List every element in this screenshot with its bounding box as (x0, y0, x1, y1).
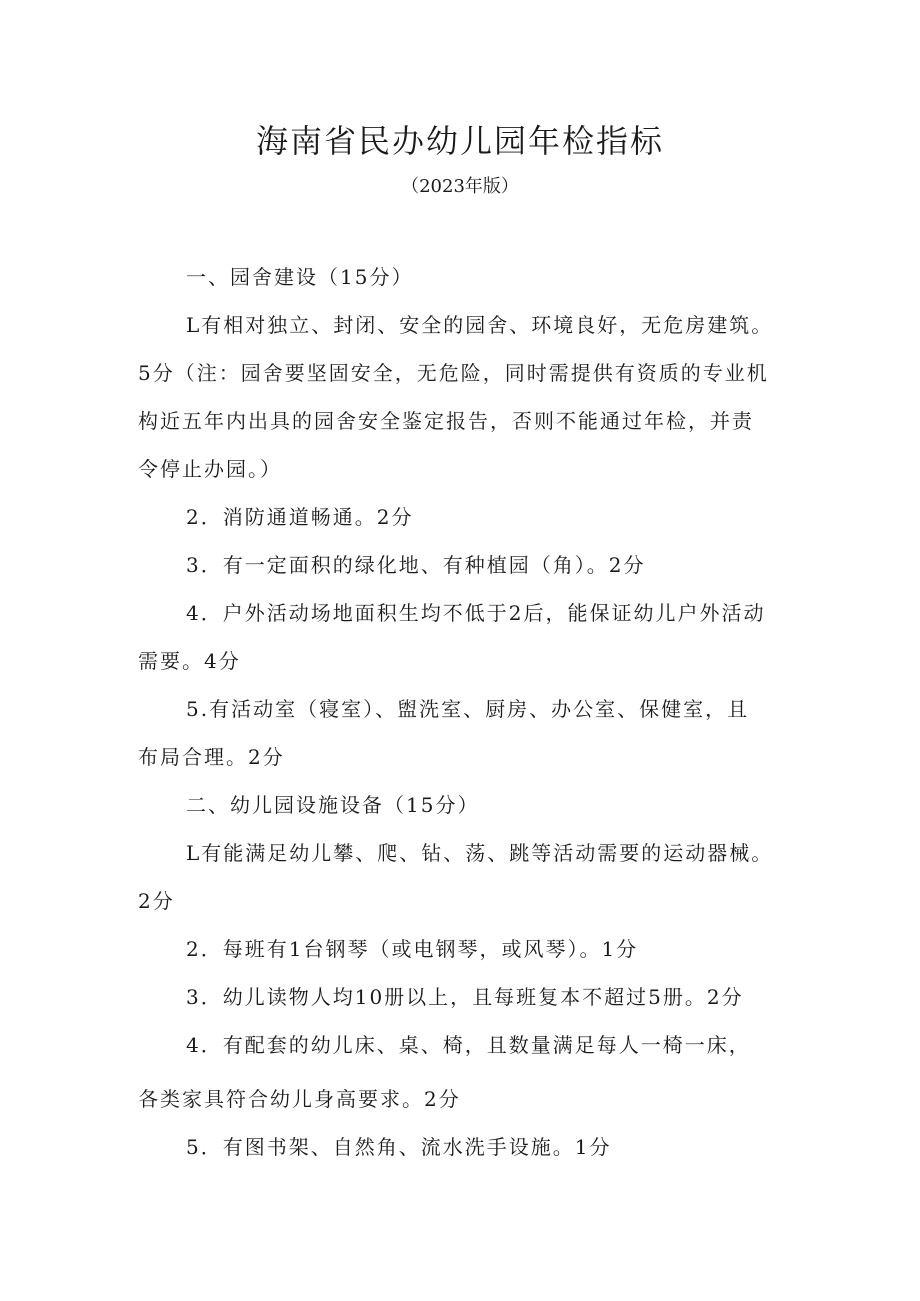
paragraph-line: 3．幼儿读物人均10册以上，且每班复本不超过5册。2分 (186, 985, 744, 1009)
paragraph-line: L有能满足幼儿攀、爬、钻、荡、跳等活动需要的运动器械。 (186, 841, 774, 865)
document-subtitle: （2023年版） (401, 176, 519, 197)
paragraph-line: 构近五年内出具的园舍安全鉴定报告，否则不能通过年检，并责 (138, 409, 754, 433)
paragraph-line: 3．有一定面积的绿化地、有种植园（角）。2分 (186, 553, 646, 577)
paragraph-line: 5.有活动室（寝室）、盥洗室、厨房、办公室、保健室，且 (186, 697, 750, 721)
paragraph-line: 需要。4分 (138, 649, 241, 673)
paragraph-line: 5．有图书架、自然角、流水洗手设施。1分 (186, 1135, 612, 1159)
document-body (138, 253, 798, 1171)
section-heading-1: 一、园舍建设（15分） (186, 265, 414, 289)
paragraph-line: 2．消防通道畅通。2分 (186, 505, 414, 529)
paragraph-line: 布局合理。2分 (138, 745, 285, 769)
paragraph-line: 4．有配套的幼儿床、桌、椅，且数量满足每人一椅一床， (186, 1033, 751, 1057)
paragraph-line: 各类家具符合幼儿身高要求。2分 (138, 1087, 461, 1111)
paragraph-line: L有相对独立、封闭、安全的园舍、环境良好，无危房建筑。 (186, 313, 774, 337)
paragraph-line: 2分 (138, 889, 175, 913)
paragraph-line: 4．户外活动场地面积生均不低于2后，能保证幼儿户外活动 (186, 601, 766, 625)
paragraph-line: 5分（注：园舍要坚固安全，无危险，同时需提供有资质的专业机 (138, 361, 769, 385)
document-title: 海南省民办幼儿园年检指标 (255, 122, 664, 160)
paragraph-line: 令停止办园。） (138, 457, 282, 481)
section-heading-2: 二、幼儿园设施设备（15分） (186, 793, 480, 817)
paragraph-line: 2．每班有1台钢琴（或电钢琴，或风琴）。1分 (186, 937, 639, 961)
